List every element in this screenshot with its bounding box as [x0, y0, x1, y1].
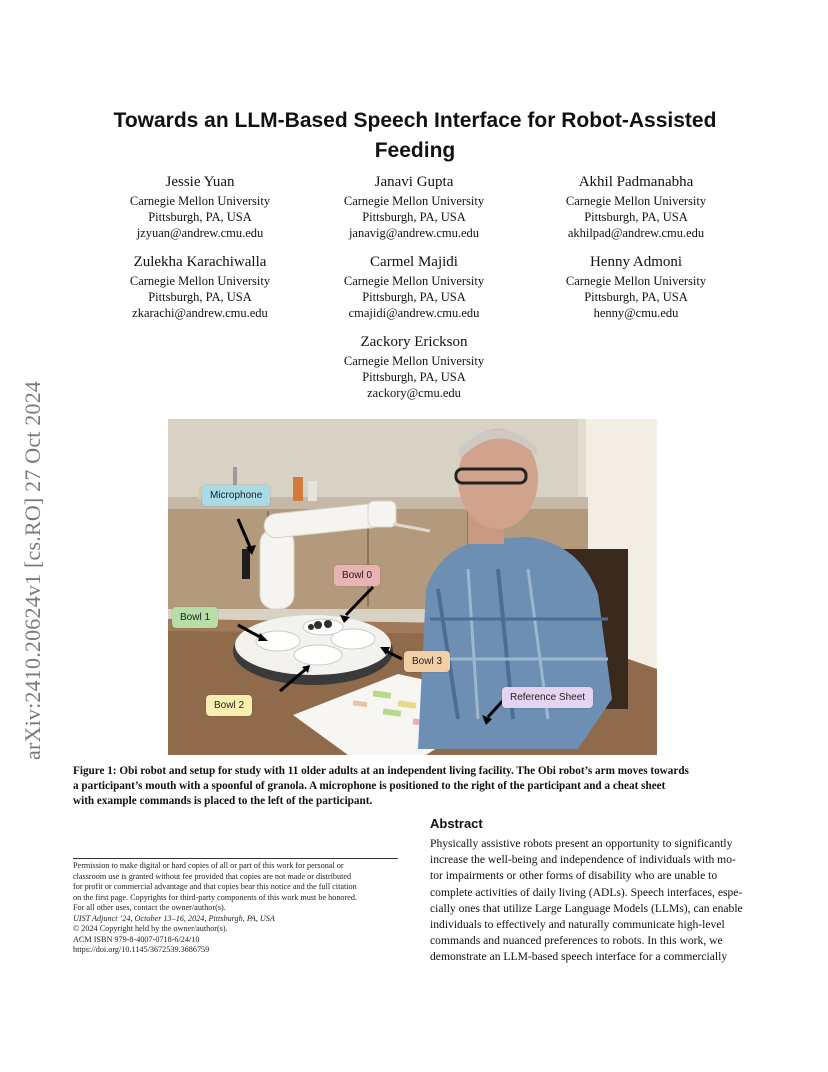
bottle — [293, 477, 303, 501]
abstract-line: tor impairments or other forms of disability who are unable to — [430, 869, 718, 883]
label-bowl-1: Bowl 1 — [172, 607, 218, 628]
robot-arm-lower — [260, 529, 294, 609]
microphone-device — [242, 549, 250, 579]
author-location: Pittsburgh, PA, USA — [584, 210, 688, 224]
author-name: Zackory Erickson — [360, 334, 468, 350]
abstract-line: cially ones that utilize Large Language Models (LLMs), can enable — [430, 901, 743, 915]
footnote-rule — [73, 858, 398, 859]
author-affiliation: Carnegie Mellon University — [129, 194, 271, 208]
abstract-heading: Abstract — [430, 816, 483, 831]
author-block — [526, 172, 746, 241]
abstract-body — [430, 836, 760, 966]
figure-photo — [168, 419, 657, 755]
figure-caption — [73, 764, 761, 809]
author-name: Akhil Padmanabha — [578, 174, 694, 190]
author-affiliation: Carnegie Mellon University — [343, 354, 485, 368]
author-affiliation: Carnegie Mellon University — [565, 194, 707, 208]
abstract-line: Physically assistive robots present an opportunity to significantly — [430, 837, 733, 850]
label-bowl-0: Bowl 0 — [334, 565, 380, 586]
author-affiliation: Carnegie Mellon University — [343, 274, 485, 288]
footnote-line: Permission to make digital or hard copies of all or part of this work for personal or — [73, 861, 344, 870]
author-location: Pittsburgh, PA, USA — [362, 370, 466, 384]
footnote-line: for profit or commercial advantage and that copies bear this notice and the full citation — [73, 882, 357, 891]
footnote-venue: UIST Adjunct ’24, October 13–16, 2024, Pittsburgh, PA, USA — [73, 913, 275, 923]
author-name: Carmel Majidi — [370, 254, 458, 270]
author-block — [90, 252, 310, 321]
abstract-line: individuals to effectively and naturally communicate high-level — [430, 918, 725, 932]
author-email: cmajidi@andrew.cmu.edu — [348, 306, 480, 320]
paper-title — [80, 106, 750, 166]
author-block — [304, 332, 524, 401]
robot-wrist — [368, 501, 396, 527]
author-location: Pittsburgh, PA, USA — [362, 210, 466, 224]
footnote-line: For all other uses, contact the owner/author(s). — [73, 903, 226, 912]
label-microphone: Microphone — [202, 485, 270, 506]
author-block — [304, 252, 524, 321]
author-block — [90, 172, 310, 241]
label-bowl-2: Bowl 2 — [206, 695, 252, 716]
abstract-line: demonstrate an LLM-based speech interface for a commercially — [430, 950, 728, 964]
author-name: Janavi Gupta — [374, 174, 454, 190]
permission-footnote — [73, 861, 403, 956]
author-location: Pittsburgh, PA, USA — [584, 290, 688, 304]
author-email: jzyuan@andrew.cmu.edu — [136, 226, 264, 240]
abstract-line: commands and nuanced preferences to robots. In this work, we — [430, 934, 723, 948]
caption-line: Figure 1: Obi robot and setup for study with 11 older adults at an independent living facility. The Obi robot’s arm moves towards — [73, 765, 689, 777]
author-affiliation: Carnegie Mellon University — [129, 274, 271, 288]
abstract-line: increase the well-being and independence of individuals with mo- — [430, 853, 736, 867]
title-line-2: Feeding — [374, 139, 456, 162]
author-email: zkarachi@andrew.cmu.edu — [132, 306, 268, 320]
author-name: Henny Admoni — [589, 254, 683, 270]
author-location: Pittsburgh, PA, USA — [148, 210, 252, 224]
footnote-line: © 2024 Copyright held by the owner/author(s). — [73, 924, 228, 933]
author-location: Pittsburgh, PA, USA — [148, 290, 252, 304]
author-email: henny@cmu.edu — [593, 306, 679, 320]
footnote-line: on the first page. Copyrights for third-party components of this work must be honored. — [73, 892, 358, 902]
label-bowl-3: Bowl 3 — [404, 651, 450, 672]
author-block — [304, 172, 524, 241]
footnote-line: ACM ISBN 979-8-4007-0718-6/24/10 — [73, 934, 200, 944]
author-email: akhilpad@andrew.cmu.edu — [567, 226, 705, 240]
author-email: zackory@cmu.edu — [367, 386, 461, 400]
author-block — [526, 252, 746, 321]
abstract-line: complete activities of daily living (ADLs). Speech interfaces, espe- — [430, 885, 743, 899]
title-line-1: Towards an LLM-Based Speech Interface for Robot-Assisted — [113, 109, 717, 132]
bottle — [308, 481, 317, 501]
footnote-line: classroom use is granted without fee provided that copies are not made or distributed — [73, 871, 352, 881]
caption-line: with example commands is placed to the left of the participant. — [73, 795, 373, 807]
author-location: Pittsburgh, PA, USA — [362, 290, 466, 304]
author-affiliation: Carnegie Mellon University — [565, 274, 707, 288]
author-affiliation: Carnegie Mellon University — [343, 194, 485, 208]
caption-line: a participant’s mouth with a spoonful of granola. A microphone is positioned to the right of the participant and a cheat sheet — [73, 780, 666, 792]
label-reference-sheet: Reference Sheet — [502, 687, 593, 708]
author-email: janavig@andrew.cmu.edu — [348, 226, 480, 240]
footnote-doi: https://doi.org/10.1145/3672539.3686759 — [73, 945, 210, 954]
author-name: Jessie Yuan — [165, 174, 235, 190]
author-name: Zulekha Karachiwalla — [133, 254, 267, 270]
arxiv-stamp: arXiv:2410.20624v1 [cs.RO] 27 Oct 2024 — [20, 380, 45, 760]
